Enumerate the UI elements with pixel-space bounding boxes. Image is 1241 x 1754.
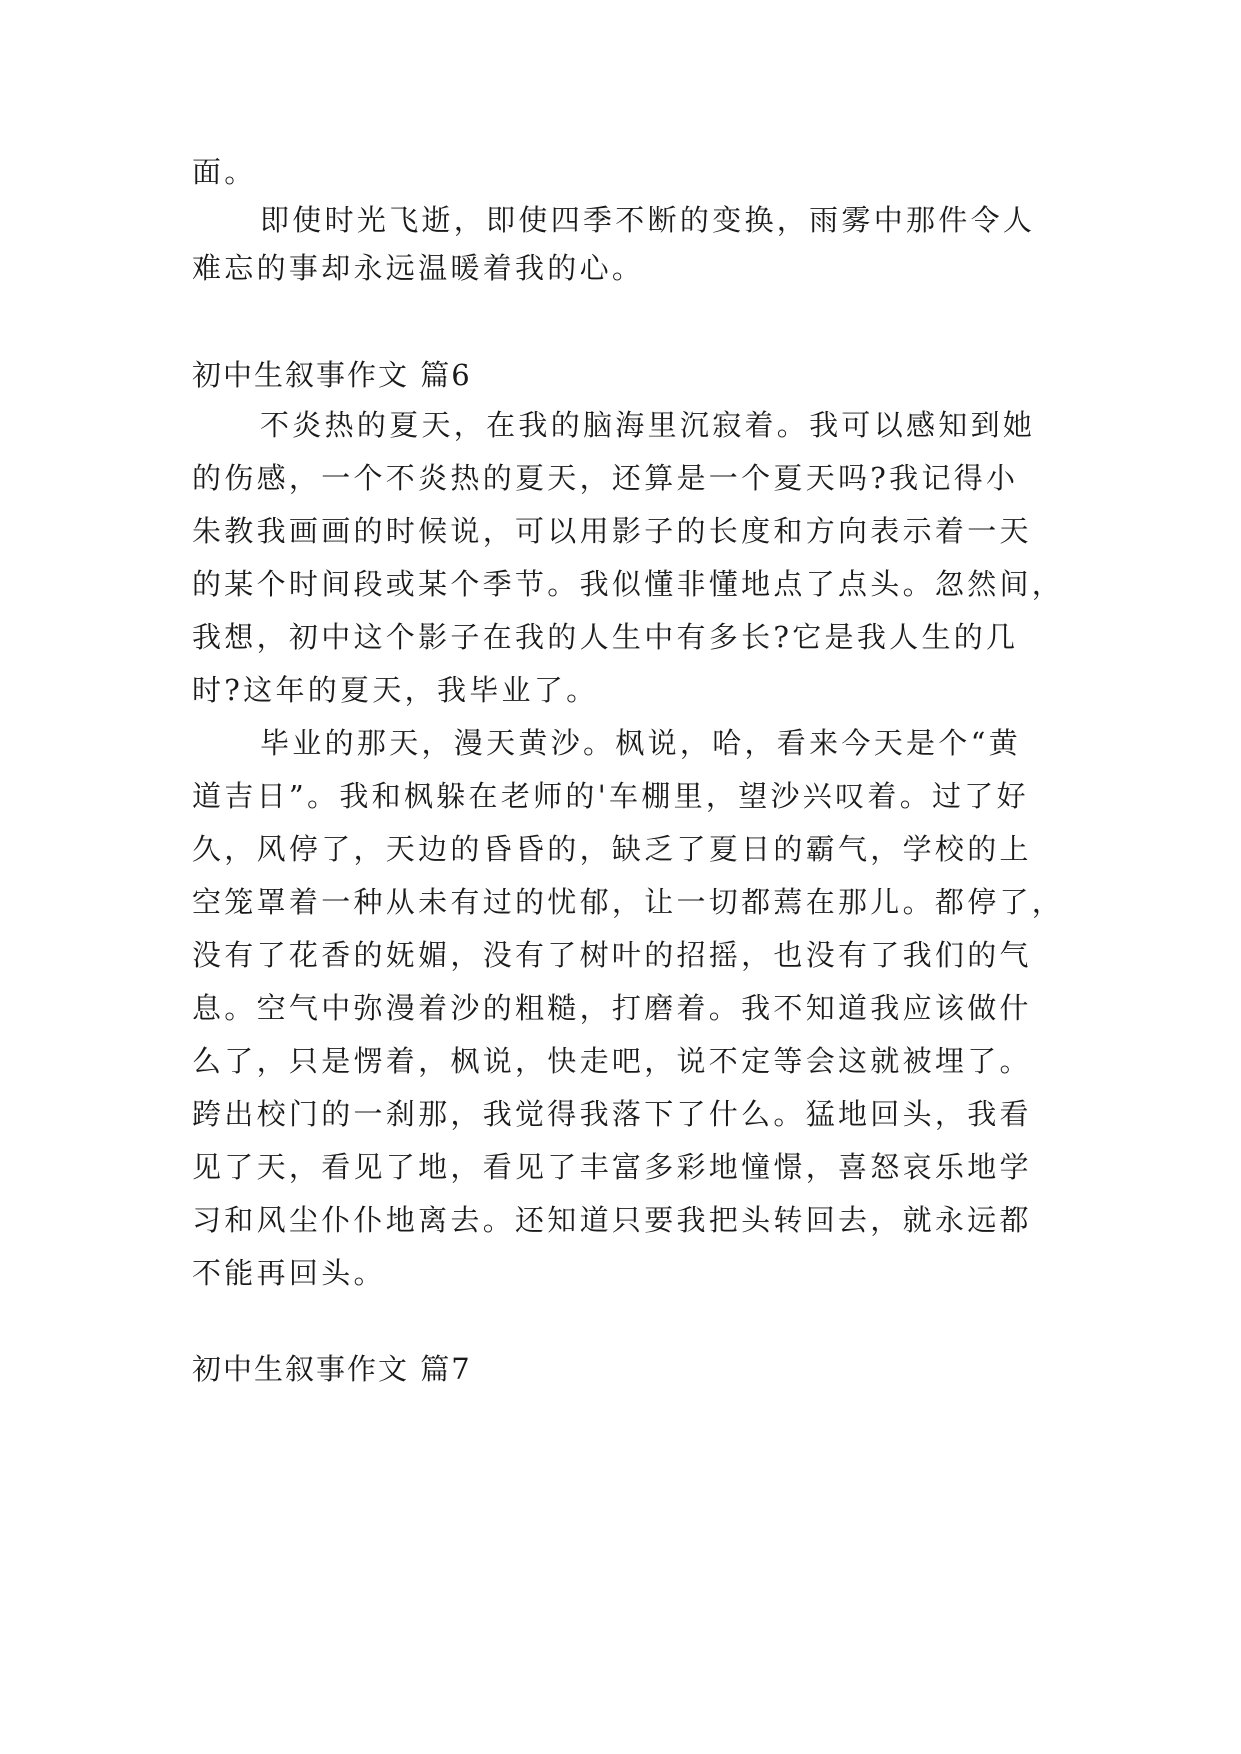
text-line: 我想，初中这个影子在我的人生中有多长?它是我人生的几 <box>192 620 1019 654</box>
text-line: 时?这年的夏天，我毕业了。 <box>192 673 599 707</box>
text-line: 么了，只是愣着，枫说，快走吧，说不定等会这就被埋了。 <box>192 1044 1032 1078</box>
text-line: 空笼罩着一种从未有过的忧郁，让一切都蔫在那儿。都停了， <box>192 885 1065 919</box>
text-line: 跨出校门的一刹那，我觉得我落下了什么。猛地回头，我看 <box>192 1097 1032 1131</box>
text-line: 见了天，看见了地，看见了丰富多彩地憧憬，喜怒哀乐地学 <box>192 1150 1032 1184</box>
text-line: 朱教我画画的时候说，可以用影子的长度和方向表示着一天 <box>192 514 1032 548</box>
section-heading: 初中生叙事作文 篇7 <box>192 1352 472 1386</box>
text-line: 久，风停了，天边的昏昏的，缺乏了夏日的霸气，学校的上 <box>192 832 1032 866</box>
text-line: 毕业的那天，漫天黄沙。枫说，哈，看来今天是个“黄 <box>260 726 1022 760</box>
text-line: 道吉日”。我和枫躲在老师的'车棚里，望沙兴叹着。过了好 <box>192 779 1029 813</box>
text-line: 习和风尘仆仆地离去。还知道只要我把头转回去，就永远都 <box>192 1203 1032 1237</box>
text-line: 息。空气中弥漫着沙的粗糙，打磨着。我不知道我应该做什 <box>192 991 1032 1025</box>
text-line: 的伤感，一个不炎热的夏天，还算是一个夏天吗?我记得小 <box>192 461 1019 495</box>
text-line: 面。 <box>192 155 257 189</box>
text-line: 的某个时间段或某个季节。我似懂非懂地点了点头。忽然间， <box>192 567 1065 601</box>
text-line: 不能再回头。 <box>192 1256 386 1290</box>
text-line: 不炎热的夏天，在我的脑海里沉寂着。我可以感知到她 <box>260 408 1036 442</box>
text-line: 没有了花香的妩媚，没有了树叶的招摇，也没有了我们的气 <box>192 938 1032 972</box>
text-line: 难忘的事却永远温暖着我的心。 <box>192 251 645 285</box>
section-heading: 初中生叙事作文 篇6 <box>192 358 472 392</box>
text-line: 即使时光飞逝，即使四季不断的变换，雨雾中那件令人 <box>260 203 1036 237</box>
